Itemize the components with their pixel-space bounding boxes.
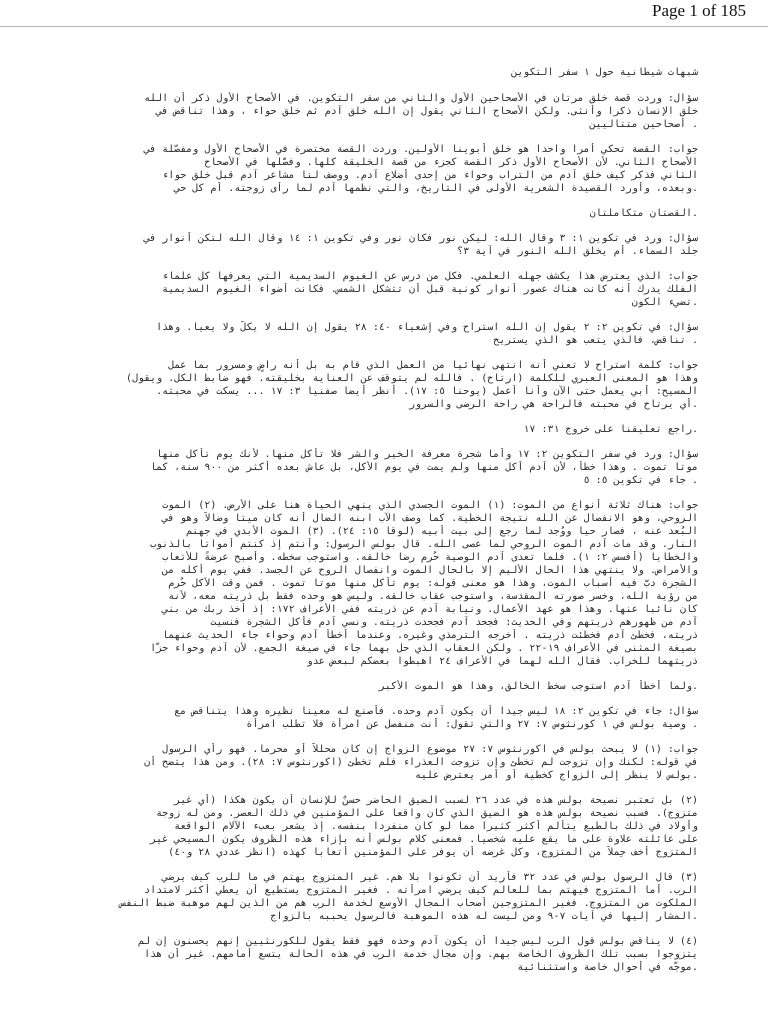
text-line: .موجّه في أحوال خاصة واستثنائية xyxy=(517,962,698,973)
paragraph-list xyxy=(64,92,698,974)
text-line: الثاني فذكر كيف خلق آدم من التراب وحواء من إحدى أضلاع آدم. ووصف لنا مشاعر آدم قبل خلق حواء xyxy=(162,170,698,181)
text-line: جواب: هناك ثلاثة أنواع من الموت: (١) الموت الجسدي الذي ينهي الحياة هنا على الأرض. (٢) الموت xyxy=(162,500,698,511)
document-title: شبهات شيطانية حول ١ سفر التكوين xyxy=(511,67,698,78)
text-line: كان نائباً عنها. وهذا هو عهد الأعمال. ونيابة آدم عن ذريته ففي الأعراف ١٧٢: إذ أخذ ربك من بني xyxy=(162,604,698,615)
text-line: يتزوجوا بسبب تلك الظروف الخاصة بهم. وإن مجال خدمة الرب في هذه الحالة يتسع أمامهم. غير أن هذا xyxy=(144,949,698,960)
page-counter: Page 1 of 185 xyxy=(652,1,746,20)
text-line: . تناقض، فالذي يتعب هو الذي يستريح xyxy=(493,335,698,346)
paragraph xyxy=(64,499,698,668)
text-line: الملكوت من المتزوج. فغير المتزوجين أصحاب المجال الأوسع لخدمة الرب هم من الذين لهم موهبة ضبط النفس xyxy=(120,898,698,909)
text-line: الروحي، وهو الانفصال عن الله نتيجة الخطية. كما وصف الآب ابنه الضال أنه كان ميتاً وضالاً وهو في xyxy=(162,513,698,524)
paragraph xyxy=(64,359,698,411)
text-line: والأمراض. ولا ينتهي هذا الحال الأليم إلا بالحال الموت وانفصال الروح عن الجسد. ففي يوم أكله من xyxy=(162,565,698,576)
text-line: المتزوج أخف حِملاً من المتزوج، وكل غرضه أن يوفر على المؤمنين أتعاباً كهذه (انظر عددي ٢٨ و٤٠) xyxy=(168,847,698,858)
text-line: سؤال: ورد في سفر التكوين ٢: ١٧ وأما شجرة معرفة الخير والشر فلا تأكل منها. لأنك يوم تأكل منها xyxy=(156,449,698,460)
paragraph xyxy=(64,321,698,347)
paragraph xyxy=(64,448,698,487)
text-line: سؤال: جاء في تكوين ٢: ١٨ ليس جيداً أن يكون آدم وحده. فأصنع له معيناً نظيره وهذا يتناقض مع xyxy=(174,706,698,717)
text-line: ذريته، فخطئ آدم فخطئت ذريته . أخرجه الترمذي وغيره. وعندما أخطأ آدم وحواء جاء الحديث عنهما xyxy=(162,630,698,641)
text-line: متزوج). فسبب نصيحة بولس هذه هو الضيق الذي كان واقعاً على المؤمنين في ذلك العصر. ومن له زوجة xyxy=(156,808,698,819)
paragraph xyxy=(64,143,698,195)
text-line: (٤) لا يناقض بولس قول الرب ليس جيداً أن يكون آدم وحده فهو فقط يقول للكورنثيين إنهم يحسنون إن لم xyxy=(138,936,698,947)
text-line: الشجرة دبَّ فيه أسباب الموت، وهذا هو معنى قوله: يوم تأكل منها موتاً تموت . فمن وقت الأكل حُرم xyxy=(168,578,698,589)
document-body xyxy=(64,66,698,986)
text-line: آدم من ظهورهم ذريتهم وفي الحديث: فجحد آدم فجحدت ذريته. ونسي آدم فأكل الشجرة فنسيت xyxy=(210,617,698,628)
text-line: خلق الإنسان ذكراً وأنثى. ولكن الأصحاح الثاني يقول إن الله خلق آدم ثم خلق حواء ، وهذا تناقض في xyxy=(156,106,698,117)
text-line: النار. وقد مات آدم الموت الروحي لما عصى الله. قال بولس الرسول: وأنتم إذ كنتم أمواتاً بالذنوب xyxy=(150,539,698,550)
text-line: في قوله: لكنك وإن تزوجت لم تخطئ وإن تزوجت العذراء فلم تخطئ (اكورنثوس ٧: ٢٨). ومن هذا يتضح أن xyxy=(144,757,698,768)
text-line: جواب: القصة تحكي أمراً واحداً هو خلق أبوينا الأولين. وردت القصة مختصرة في الأصحاح الأول ومفصّلة في xyxy=(144,144,698,155)
text-line: .بولس لا ينظر إلى الزواج كخطية أو أمر يعترض عليه xyxy=(415,770,698,781)
text-line: (٢) بل تعتبر نصيحة بولس هذه في عدد ٢٦ لسبب الضيق الحاضر حسنٌ للإنسان أن يكون هكذا (أي غير xyxy=(174,795,698,806)
text-line: الرب. أما المتزوج فيهتم بما للعالم كيف يرضي امرأته . فغير المتزوج يستطيع أن يعطي أكثر لامتداد xyxy=(144,885,698,896)
text-line: الفلك يدرك أنه كانت هناك عصور أنوار كونية قبل أن تتشكل الشمس. فكانت أضواء الغيوم السديمية xyxy=(162,284,698,295)
text-line: جواب: كلمة استراح لا تعني أنه انتهى نهائياً من العمل الذي قام به بل أنه راضٍ ومسرور بما عمل xyxy=(168,360,698,371)
text-line: سؤال: في تكوين ٢: ٢ يقول إن الله استراح وفي إشعياء ٤٠: ٢٨ يقول إن الله لا يكلّ ولا يعيا. وهذا xyxy=(156,322,698,333)
text-line: بصيغة المثنى في الأعراف ١٩-٢٢ . ولكن العقاب الذي حل بهما جاء في صيغة الجمع. لأن آدم وحواء جزّا xyxy=(150,643,698,654)
text-line: وهذا هو المعنى العبري للكلمة (ارتاح) . فالله لم يتوقف عن العناية بخليقته. فهو ضابط الكل. ويقول) xyxy=(126,373,698,384)
paragraph xyxy=(64,270,698,309)
text-line: جلَد السماء. أم يخلق الله النور في آية ٣؟ xyxy=(457,246,698,257)
text-line: .راجع تعليقنا على خروج ٣١: ١٧ xyxy=(523,424,698,435)
text-line: الأصحاح الثاني. لأن الأصحاح الأول ذكر القصة كجزء من قصة الخليقة كلها. وفصّلها في الأصحاح xyxy=(204,157,698,168)
text-line: وأولاد في ذلك بالطبع يتألم أكثر كثيراً مما لو كان منفرداً بنفسه. إذ يشعر بعبء الآلام الواقعة xyxy=(174,821,698,832)
text-line: .القصتان متكاملتان xyxy=(589,208,698,219)
text-line: البُعد عنه ، فصار حياً ووُجد لما رجع إلى بيت أبيه (لوقا ١٥: ٢٤). (٣) الموت الأبدي في جهنم xyxy=(186,526,698,537)
paragraph xyxy=(64,680,698,693)
text-line: على عائلته علاوة على ما يقع عليه شخصياً. فمعنى كلام بولس أنه بإزاء هذه الظروف يكون المسيحي غير xyxy=(150,834,698,845)
text-line: .تضيء الكون xyxy=(631,297,698,308)
paragraph xyxy=(64,871,698,923)
paragraph xyxy=(64,705,698,731)
paragraph xyxy=(64,423,698,436)
text-line: .ولما أخطأ آدم استوجب سخط الخالق، وهذا هو الموت الأكبر xyxy=(378,681,698,692)
text-line: سؤال: وردت قصة خلق مرتان في الأصحاحين الأول والثاني من سفر التكوين. في الأصحاح الأول ذكر أن الله xyxy=(144,93,698,104)
paragraph xyxy=(64,935,698,974)
text-line: والخطايا (أفسس ٢: ١). فلما تعدى آدم الوصية حُرم رضا خالقه. واستوجب سخطه. وأصبح عرضةً للأتعاب xyxy=(162,552,698,563)
text-line: من رؤية الله، وخسر صورته المقدسة، واستوجب عقاب خالقه. وليس هو وحده فقط بل ذريته معه، لأنه xyxy=(168,591,698,602)
text-line: المسيح: أبي يعمل حتى الآن وأنا أعمل (يوحنا ٥: ١٧). أنظر أيضاً صفنيا ٣: ١٧ ... يسكت في محبته. xyxy=(156,386,698,397)
text-line: . جاء في تكوين ٥: ٥ xyxy=(583,475,698,486)
paragraph xyxy=(64,794,698,859)
text-line: جواب: (١) لا يبحث بولس في اكورنثوس ٧: ٢٧ موضوع الزواج إن كان محلّلاً أو محرماً. فهو رأي الرسول xyxy=(162,744,698,755)
text-line: .أي يرتاح في محبته فالراحة هي راحة الرضى والسرور xyxy=(409,399,698,410)
text-line: جواب: الذي يعترض هذا يكشف جهله العلمي. فكل من درس عن الغيوم السديمية التي يعرفها كل علماء xyxy=(162,271,698,282)
text-line: سؤال: ورد في تكوين ١: ٣ وقال الله: ليكن نور فكان نور وفي تكوين ١: ١٤ وقال الله لتكن أنوار في xyxy=(144,233,698,244)
page-header xyxy=(0,0,768,27)
text-line: . وصية بولس في ١ كورنثوس ٧: ٢٧ والتي تقول: أنت منفصل عن امرأة فلا تطلب امرأة xyxy=(246,719,698,730)
paragraph xyxy=(64,207,698,220)
paragraph xyxy=(64,743,698,782)
text-line: . أصحاحين متتاليين xyxy=(589,119,698,130)
text-line: موتاً تموت . وهذا خطأ، لأن آدم أكل منها ولم يمت في يوم الأكل، بل عاش بعده أكثر من ٩٠٠ سنة، كما xyxy=(150,462,698,473)
paragraph xyxy=(64,232,698,258)
text-line: ذريتهما للخراب. فقال الله لهما في الأعراف ٢٤ اهبطوا بعضكم لبعض عدو xyxy=(306,656,698,667)
paragraph xyxy=(64,92,698,131)
text-line: .المشار إليها في آيات ٧-٩ ومن ليست له هذه الموهبة فالرسول يحببه بالزواج xyxy=(270,911,698,922)
text-line: (٣) قال الرسول بولس في عدد ٣٢ فأريد أن تكونوا بلا هم. غير المتزوج يهتم في ما للرب كيف يرضي xyxy=(162,872,698,883)
text-line: .وبعده، وأورد القصيدة الشعرية الأولى في التاريخ، والتي نظمها آدم لما رأى زوجته. أم كل حي xyxy=(174,183,698,194)
